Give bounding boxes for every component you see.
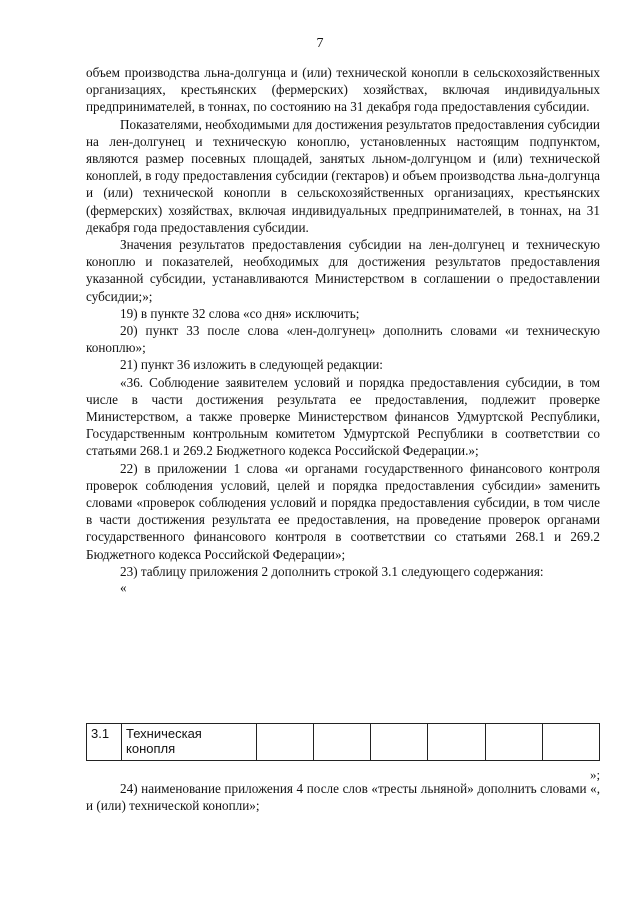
paragraph: 22) в приложении 1 слова «и органами государственного финансового контроля проверок соблюдения условий, целей и порядка предоставления субсидии» заменить словами «проверок соблюдения условий и порядка предоставления субсидии, в том числе в части достижения результата ее предоставления, на проведение проверок органами государственного финансового контроля в соответствии со статьями 268.1 и 269.2 Бюджетного кодекса Российской Федерации»; bbox=[86, 460, 600, 562]
table-row bbox=[87, 724, 600, 761]
empty-cell bbox=[542, 724, 599, 761]
empty-cell bbox=[485, 724, 542, 761]
empty-cell bbox=[428, 724, 485, 761]
table-row-insert bbox=[86, 723, 600, 761]
quote-close-mark: »; bbox=[590, 767, 601, 782]
row-name-cell: Техническая конопля bbox=[122, 724, 257, 761]
paragraph: 24) наименование приложения 4 после слов «тресты льняной» дополнить словами «, и (или) технической конопли»; bbox=[86, 781, 600, 814]
page-number: 7 bbox=[316, 36, 324, 51]
paragraph: «36. Соблюдение заявителем условий и порядка предоставления субсидии, в том числе в части достижения результата ее предоставления, подлежит проверке Министерством, а также проверке Министерством финансов Удмуртской Республики, Государственным контрольным комитетом Удмуртской Республики в соответствии со статьями 268.1 и 269.2 Бюджетного кодекса Российской Федерации.»; bbox=[86, 374, 600, 459]
empty-cell bbox=[314, 724, 371, 761]
empty-cell bbox=[371, 724, 428, 761]
appendix-table bbox=[86, 723, 600, 761]
paragraph: объем производства льна-долгунца и (или) технической конопли в сельскохозяйственных организациях, крестьянских (фермерских) хозяйствах, включая индивидуальных предпринимателей, в тоннах, по состоянию на 31 декабря года предоставления субсидии. bbox=[86, 65, 600, 115]
empty-cell bbox=[257, 724, 314, 761]
row-number-cell: 3.1 bbox=[87, 724, 122, 761]
quote-open-mark: « bbox=[120, 580, 127, 596]
paragraph: Значения результатов предоставления субсидии на лен-долгунец и техническую коноплю и показателей, необходимых для достижения результатов предоставления указанной субсидии, устанавливаются Министерством в соглашении о предоставлении субсидии;»; bbox=[86, 237, 600, 304]
document-body-continued bbox=[86, 780, 600, 814]
paragraph: 21) пункт 36 изложить в следующей редакции: bbox=[120, 357, 383, 373]
paragraph: 20) пункт 33 после слова «лен-долгунец» дополнить словами «и техническую коноплю»; bbox=[86, 323, 600, 356]
document-body bbox=[86, 64, 600, 596]
paragraph: Показателями, необходимыми для достижения результатов предоставления субсидии на лен-долгунец и техническую коноплю, установленных настоящим подпунктом, являются размер посевных площадей, занятых льном-долгунцом и (или) технической коноплей, в году предоставления субсидии (гектаров) и объем производства льна-долгунца и (или) технической конопли в сельскохозяйственных организациях, крестьянских (фермерских) хозяйствах, включая индивидуальных предпринимателей, в тоннах, на 31 декабря года предоставления субсидии. bbox=[86, 116, 600, 235]
paragraph: 23) таблицу приложения 2 дополнить строкой 3.1 следующего содержания: bbox=[120, 563, 544, 579]
paragraph: 19) в пункте 32 слова «со дня» исключить; bbox=[120, 305, 360, 321]
